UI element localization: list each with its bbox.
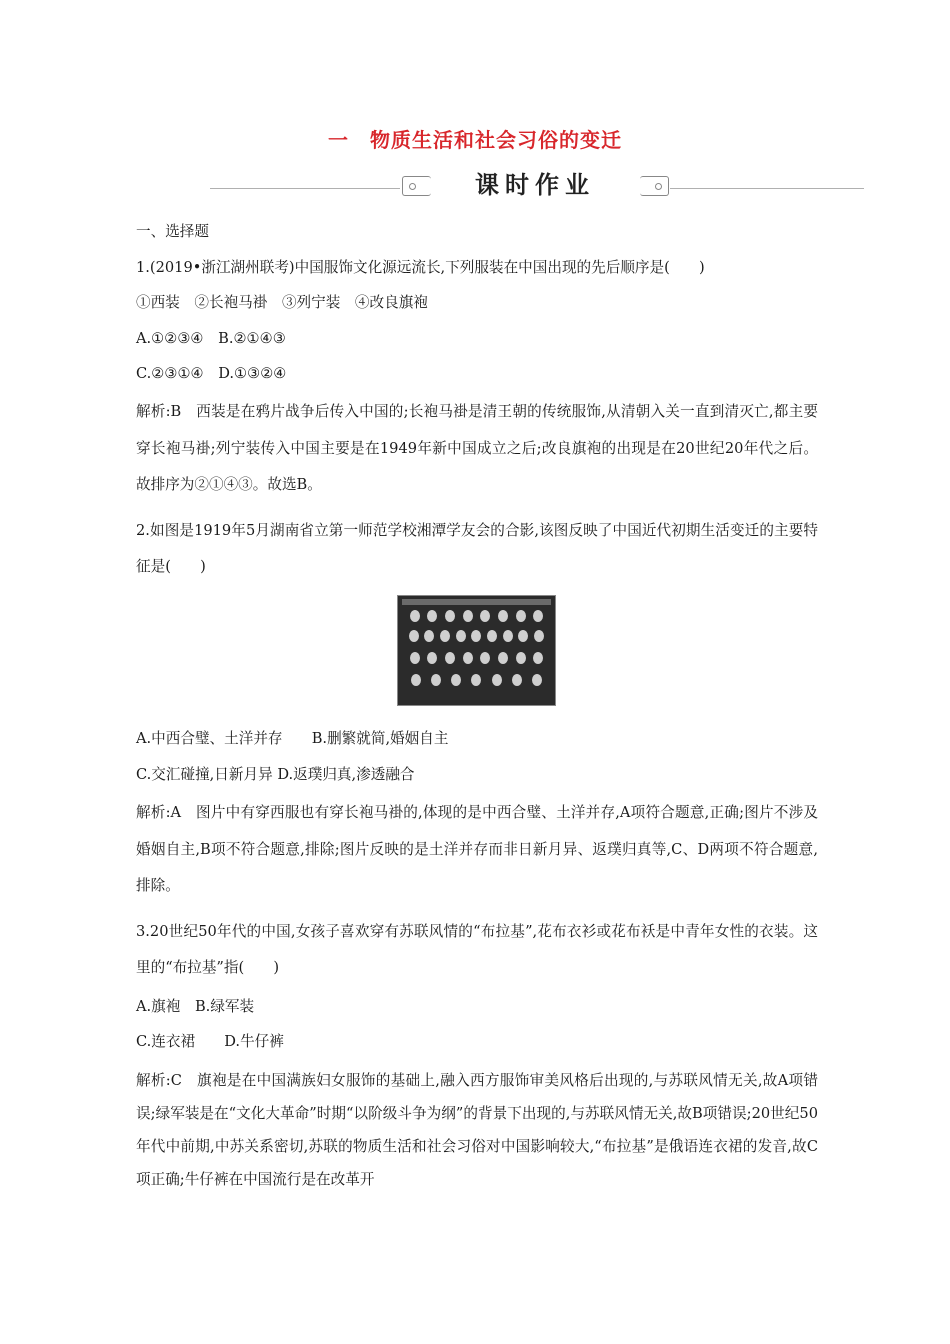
photo-caption-strip [402, 599, 551, 605]
q2-stem: 2.如图是1919年5月湖南省立第一师范学校湘潭学友会的合影,该图反映了中国近代初期生活变迁的主要特征是( ) [136, 522, 818, 575]
section-heading: 一、选择题 [136, 223, 209, 240]
banner-ornament-right [640, 176, 669, 196]
q1-stem: 1.(2019•浙江湖州联考)中国服饰文化源远流长,下列服装在中国出现的先后顺序是( ) [136, 259, 705, 276]
q2-analysis: 解析:A 图片中有穿西服也有穿长袍马褂的,体现的是中西合璧、土洋并存,A项符合题意,正确;图片不涉及婚姻自主,B项不符合题意,排除;图片反映的是土洋并存而非日新月异、返璞归真等,C、D两项不符合题意,排除。 [136, 804, 818, 894]
banner-rule-right [670, 188, 864, 189]
q1-options-ab: A.①②③④ B.②①④③ [136, 330, 286, 347]
banner-rule-left [210, 188, 400, 189]
q3-analysis: 解析:C 旗袍是在中国满族妇女服饰的基础上,融入西方服饰审美风格后出现的,与苏联风情无关,故A项错误;绿军装是在“文化大革命”时期“以阶级斗争为纲”的背景下出现的,与苏联风情无关,故B项错误;20世纪50年代中前期,中苏关系密切,苏联的物质生活和社会习俗对中国影响较大,“布拉基”是俄语连衣裙的发音,故C项正确;牛仔裤在中国流行是在改革开 [136, 1072, 818, 1188]
group-photo [397, 595, 556, 706]
page-title: 一 物质生活和社会习俗的变迁 [328, 128, 622, 152]
q3-options-cd: C.连衣裙 D.牛仔裤 [136, 1033, 284, 1050]
q1-analysis: 解析:B 西装是在鸦片战争后传入中国的;长袍马褂是清王朝的传统服饰,从清朝入关一直到清灭亡,都主要穿长袍马褂;列宁装传入中国主要是在1949年新中国成立之后;改良旗袍的出现是在20世纪20年代之后。故排序为②①④③。故选B。 [136, 403, 818, 493]
q3-options-ab: A.旗袍 B.绿军装 [136, 998, 255, 1015]
homework-banner [210, 170, 864, 200]
q1-options-cd: C.②③①④ D.①③②④ [136, 365, 287, 382]
q3-stem: 3.20世纪50年代的中国,女孩子喜欢穿有苏联风情的“布拉基”,花布衣衫或花布袄是中青年女性的衣装。这里的“布拉基”指( ) [136, 923, 818, 976]
q2-options-ab: A.中西合璧、土洋并存 B.删繁就简,婚姻自主 [136, 730, 449, 747]
q1-items: ①西装 ②长袍马褂 ③列宁装 ④改良旗袍 [136, 294, 428, 311]
banner-label: 课时作业 [475, 171, 595, 199]
q2-options-cd: C.交汇碰撞,日新月异 D.返璞归真,渗透融合 [136, 766, 415, 783]
